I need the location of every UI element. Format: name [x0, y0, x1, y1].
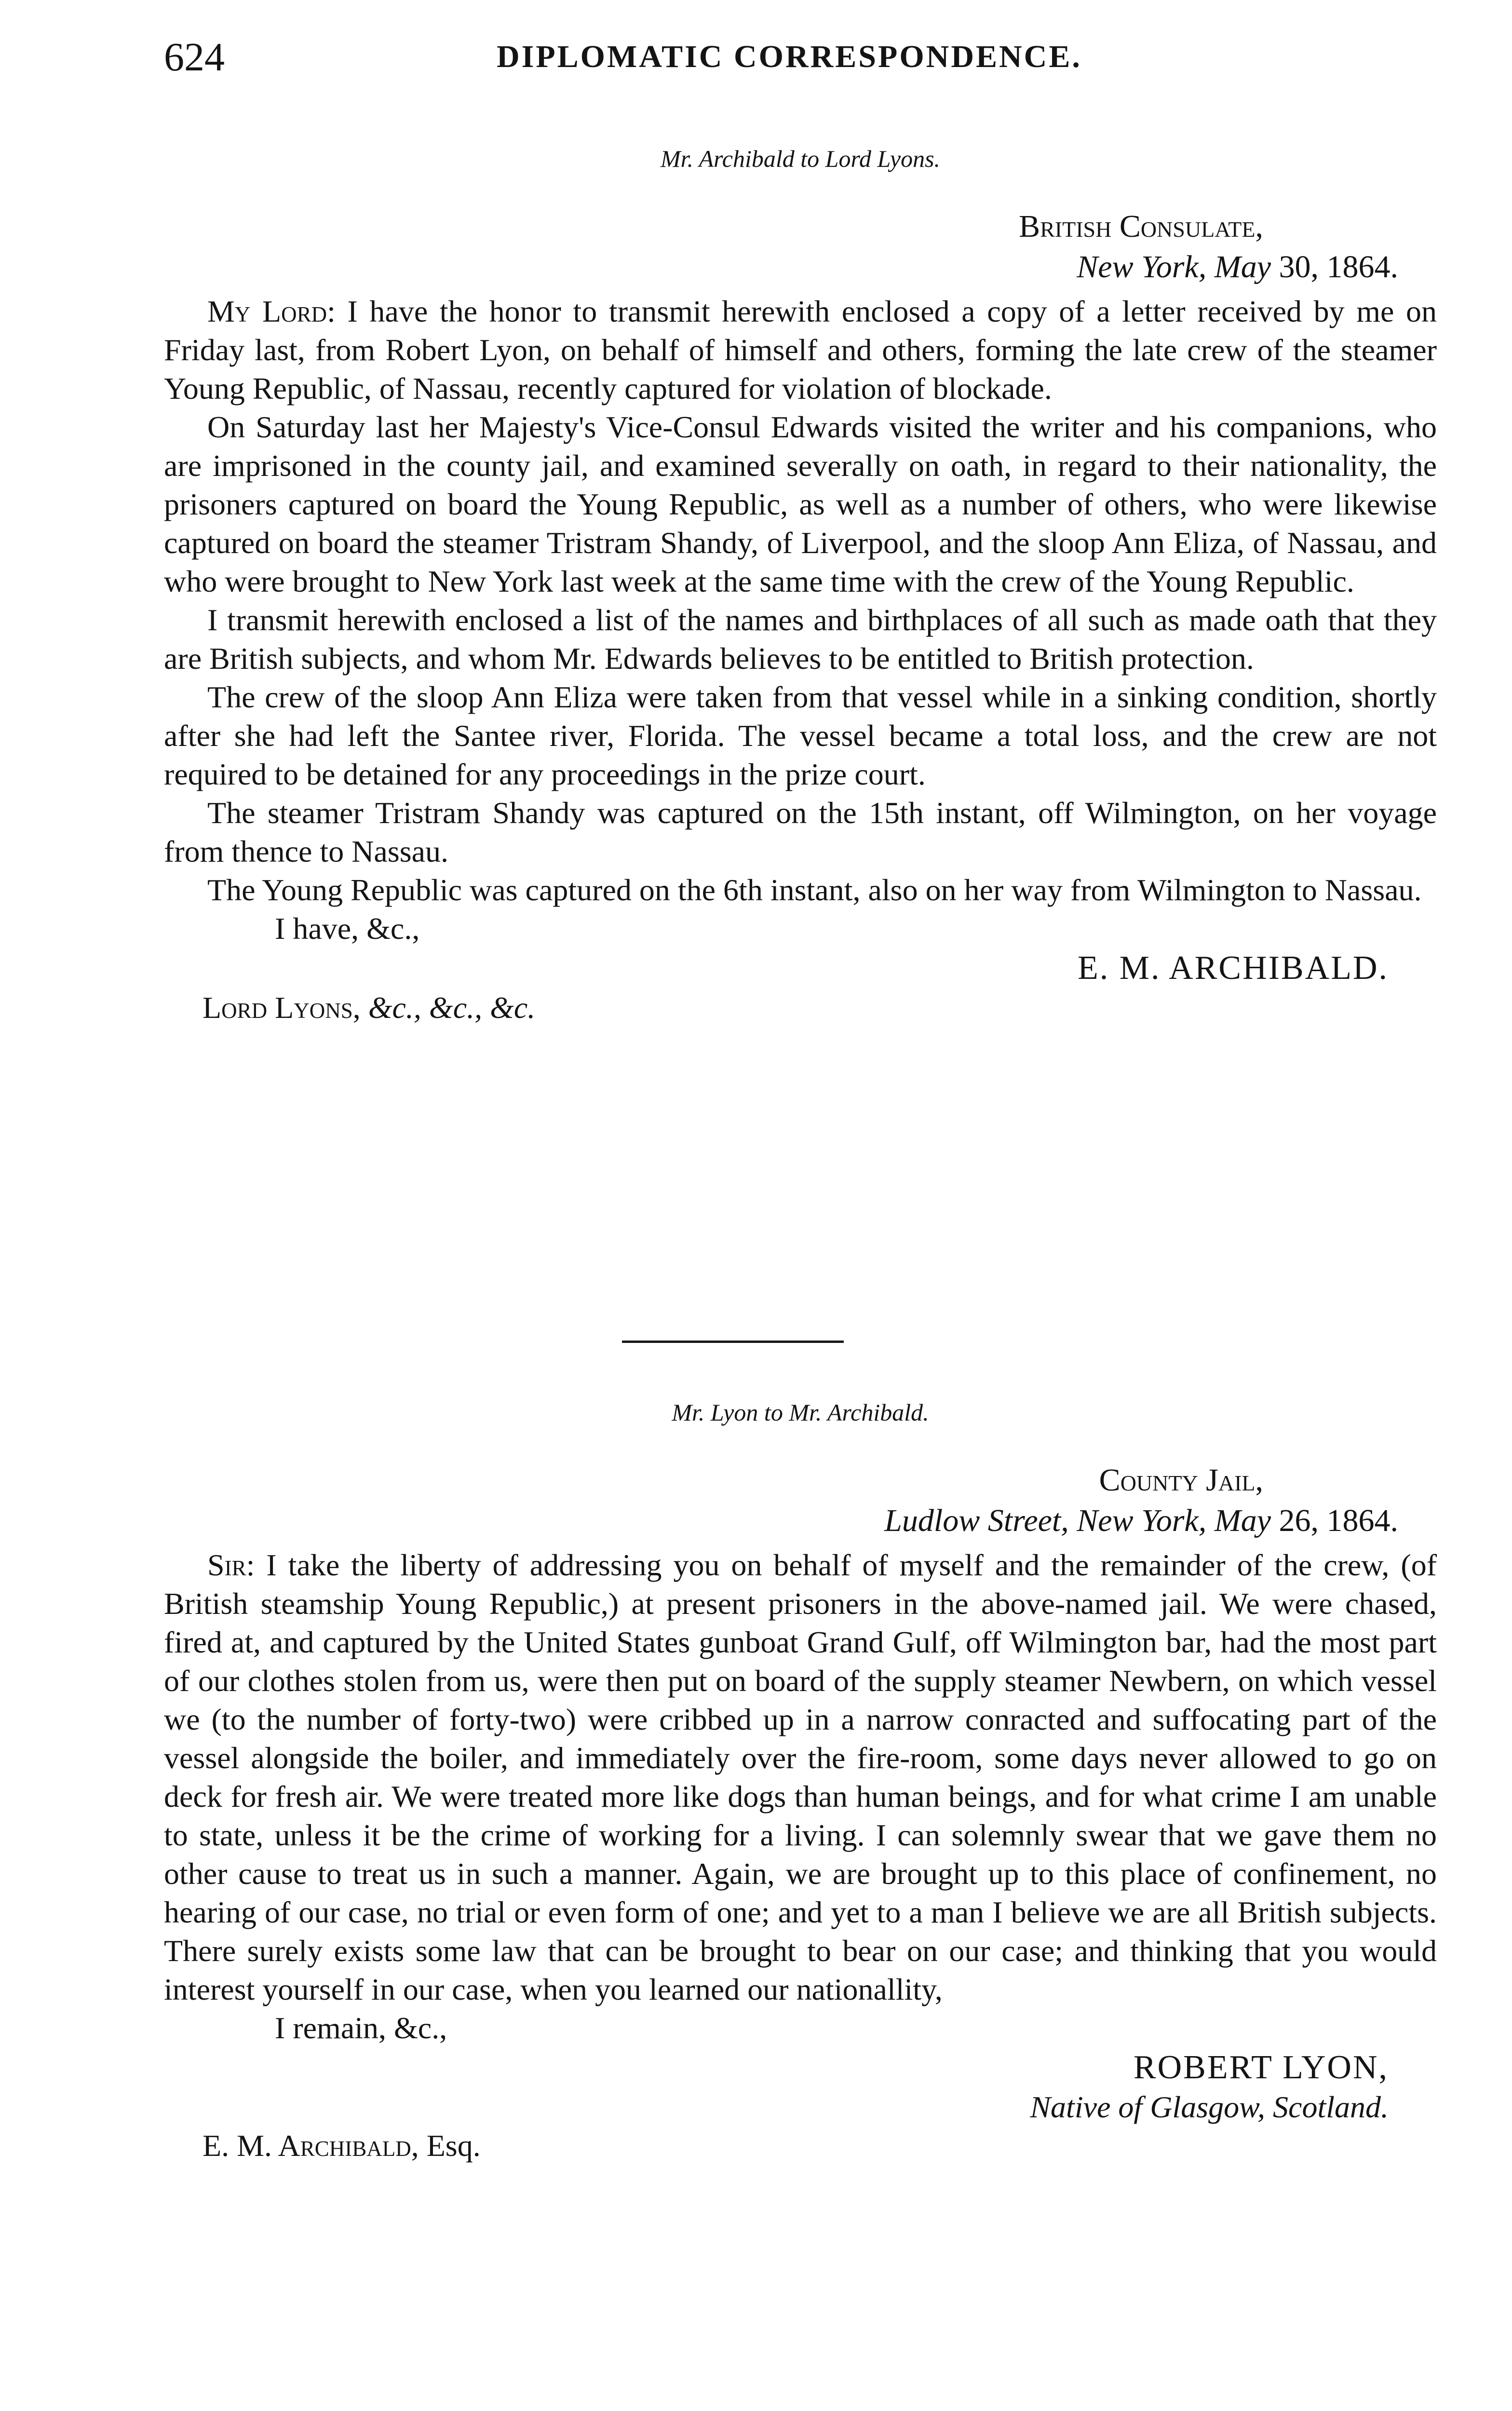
- running-head: [164, 34, 1442, 87]
- letter-lyon-to-archibald: [164, 1398, 1437, 2165]
- closing: I have, &c.,: [275, 911, 420, 946]
- paragraph: The crew of the sloop Ann Eliza were taken from that vessel while in a sinking condition, shortly after she had left the Santee river, Florida. The vessel became a total loss, and the crew are not required to be detained for any proceedings in the prize court.: [164, 680, 1437, 791]
- salutation: My Lord: [207, 294, 327, 328]
- dateline-date: [164, 247, 1437, 287]
- addressee-suffix: Esq.: [426, 2128, 481, 2163]
- signer-note: Native of Glasgow, Scotland.: [1030, 2090, 1389, 2124]
- addressee-name: Lord Lyons,: [202, 990, 361, 1025]
- section-divider: [622, 1341, 844, 1343]
- addressee: [164, 2127, 1437, 2165]
- signature: ROBERT LYON,: [1133, 2049, 1389, 2086]
- page-number: 624: [164, 35, 225, 80]
- dateline: [164, 1460, 1437, 1541]
- letter-archibald-to-lyons: [164, 145, 1437, 1027]
- paragraph: [164, 1546, 1437, 2009]
- paragraph: [164, 292, 1437, 408]
- paragraph: The steamer Tristram Shandy was captured on the 15th instant, off Wilmington, on her voyage from thence to Nassau.: [164, 796, 1437, 868]
- salutation: Sir: [207, 1548, 246, 1582]
- date-city: New York, May: [1077, 249, 1271, 284]
- dateline-place: County Jail,: [1099, 1463, 1263, 1498]
- dateline-place: British Consulate,: [1019, 209, 1263, 244]
- paragraph: On Saturday last her Majesty's Vice-Consul Edwards visited the writer and his companions, who are imprisoned in the county jail, and examined severally on oath, in regard to their nationality, the prisoners captured on board the Young Republic, as well as a number of others, who were likewise captured on board the steamer Tristram Shandy, of Liverpool, and the sloop Ann Eliza, of Nassau, and who were brought to New York last week at the same time with the crew of the Young Republic.: [164, 410, 1437, 598]
- signature: E. M. ARCHIBALD.: [1078, 949, 1389, 987]
- paragraph: The Young Republic was captured on the 6th instant, also on her way from Wilmington to Nassau.: [207, 873, 1422, 907]
- addressee-name: E. M. Archibald,: [202, 2128, 419, 2163]
- date-city: Ludlow Street, New York, May: [884, 1503, 1271, 1538]
- letter-title: Mr. Lyon to Mr. Archibald.: [672, 1399, 929, 1426]
- closing: I remain, &c.,: [275, 2011, 447, 2045]
- dateline-date: [164, 1501, 1437, 1541]
- running-head-title: DIPLOMATIC CORRESPONDENCE.: [497, 39, 1082, 74]
- addressee-etc: &c., &c., &c.: [368, 990, 536, 1025]
- date-number: 26, 1864.: [1279, 1503, 1398, 1538]
- paragraph: I transmit herewith enclosed a list of the names and birthplaces of all such as made oath that they are British subjects, and whom Mr. Edwards believes to be entitled to British protection.: [164, 603, 1437, 676]
- letter-body: [164, 1546, 1437, 2009]
- paragraph-text: : I have the honor to transmit herewith enclosed a copy of a letter received by me on Friday last, from Robert Lyon, on behalf of himself and others, forming the late crew of the steamer Young Republic, of Nassau, recently captured for violation of blockade.: [164, 294, 1437, 406]
- letter-body: [164, 292, 1437, 909]
- date-number: 30, 1864.: [1279, 249, 1398, 284]
- dateline: [164, 206, 1437, 287]
- paragraph-text: : I take the liberty of addressing you on behalf of myself and the remainder of the crew, (of British steamship Young Republic,) at present prisoners in the above-named jail. We were chased, fired at, and captured by the United States gunboat Grand Gulf, off Wilmington bar, had the most part of our clothes stolen from us, were then put on board of the supply steamer Newbern, on which vessel we (to the number of forty-two) were cribbed up in a narrow conracted and suffocating part of the vessel alongside the boiler, and immediately over the fire-room, some days never allowed to go on deck for fresh air. We were treated more like dogs than human beings, and for what crime I am unable to state, unless it be the crime of working for a living. I can solemnly swear that we gave them no other cause to treat us in such a manner. Again, we are brought up to this place of confinement, no hearing of our case, no trial or even form of one; and yet to a man I believe we are all British subjects. There surely exists some law that can be brought to bear on our case; and thinking that you would interest yourself in our case, when you learned our nationallity,: [164, 1548, 1437, 2006]
- letter-title: Mr. Archibald to Lord Lyons.: [660, 145, 941, 172]
- addressee: [164, 989, 1437, 1027]
